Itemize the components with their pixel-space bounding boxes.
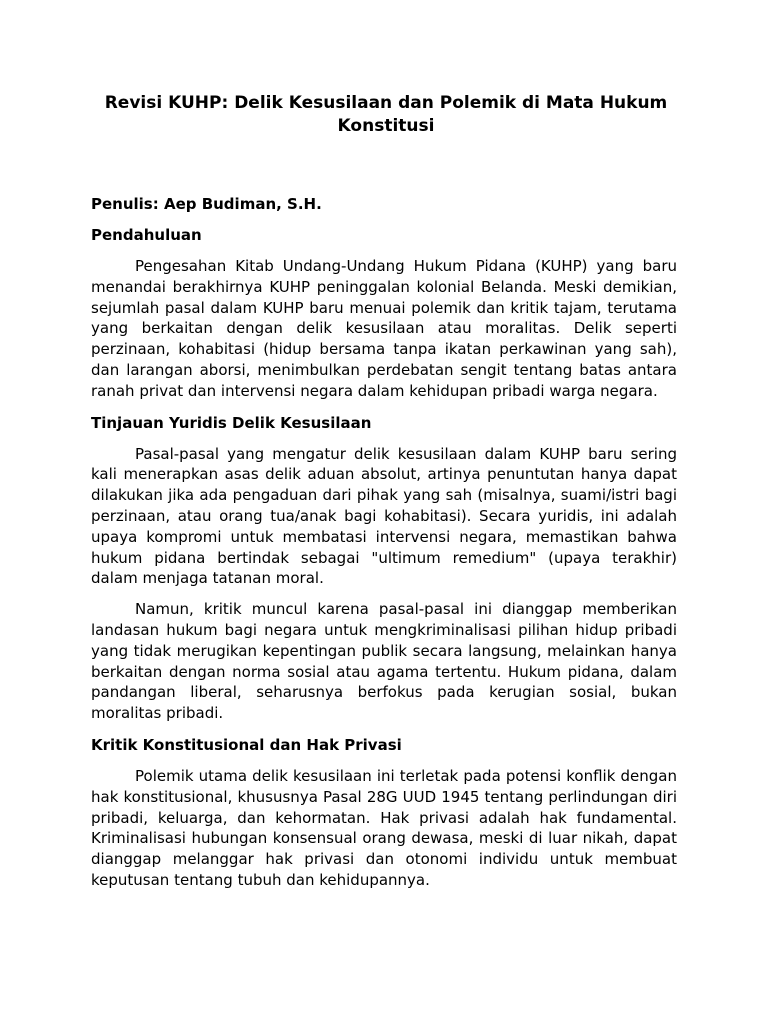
- paragraph-tinjauan-2: Namun, kritik muncul karena pasal-pasal ini dianggap memberikan landasan hukum bagi negara untuk mengkriminalisasi pilihan hidup pribadi yang tidak merugikan kepentingan publik secara langsung, melainkan hanya berkaitan dengan norma sosial atau agama tertentu. Hukum pidana, dalam pandangan liberal, seharusnya berfokus pada kerugian sosial, bukan moralitas pribadi.: [91, 600, 677, 723]
- paragraph-tinjauan-1: Pasal-pasal yang mengatur delik kesusilaan dalam KUHP baru sering kali menerapkan asas delik aduan absolut, artinya penuntutan hanya dapat dilakukan jika ada pengaduan dari pihak yang sah (misalnya, suami/istri bagi perzinaan, atau orang tua/anak bagi kohabitasi). Secara yuridis, ini adalah upaya kompromi untuk membatasi intervensi negara, memastikan bahwa hukum pidana bertindak sebagai "ultimum remedium" (upaya terakhir) dalam menjaga tatanan moral.: [91, 444, 677, 588]
- section-heading-tinjauan-yuridis: Tinjauan Yuridis Delik Kesusilaan: [91, 413, 372, 432]
- document-title: Revisi KUHP: Delik Kesusilaan dan Polemik di Mata Hukum Konstitusi: [104, 93, 668, 136]
- author-line: Penulis: Aep Budiman, S.H.: [91, 195, 322, 213]
- section-heading-kritik-konstitusional: Kritik Konstitusional dan Hak Privasi: [91, 735, 402, 754]
- paragraph-kritik-1: Polemik utama delik kesusilaan ini terletak pada potensi konflik dengan hak konstitusional, khususnya Pasal 28G UUD 1945 tentang perlindungan diri pribadi, keluarga, dan kehormatan. Hak privasi adalah hak fundamental. Kriminalisasi hubungan konsensual orang dewasa, meski di luar nikah, dapat dianggap melanggar hak privasi dan otonomi individu untuk membuat keputusan tentang tubuh dan kehidupannya.: [91, 766, 677, 889]
- document-page: [91, 92, 677, 901]
- section-heading-pendahuluan: Pendahuluan: [91, 226, 202, 244]
- paragraph-pendahuluan-1: Pengesahan Kitab Undang-Undang Hukum Pidana (KUHP) yang baru menandai berakhirnya KUHP peninggalan kolonial Belanda. Meski demikian, sejumlah pasal dalam KUHP baru menuai polemik dan kritik tajam, terutama yang berkaitan dengan delik kesusilaan atau moralitas. Delik seperti perzinaan, kohabitasi (hidup bersama tanpa ikatan perkawinan yang sah), dan larangan aborsi, menimbulkan perdebatan sengit tentang batas antara ranah privat dan intervensi negara dalam kehidupan pribadi warga negara.: [91, 257, 677, 400]
